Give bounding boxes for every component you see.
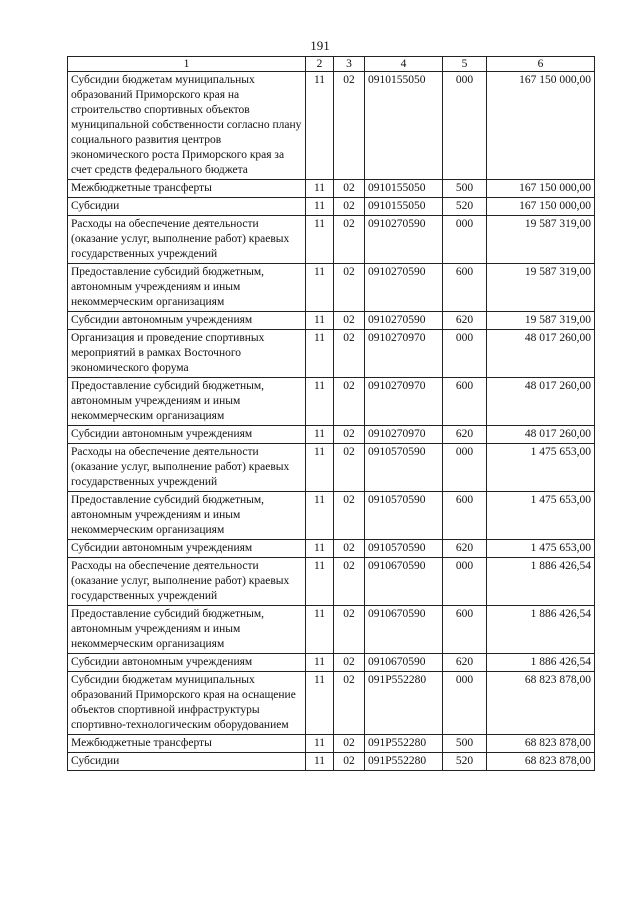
amount-cell: 1 475 653,00 <box>487 492 595 540</box>
subsection-cell: 02 <box>334 264 365 312</box>
amount-cell: 167 150 000,00 <box>487 180 595 198</box>
page-number: 191 <box>310 38 330 53</box>
amount-cell: 1 886 426,54 <box>487 558 595 606</box>
expense-type-cell: 520 <box>443 753 487 771</box>
subsection-cell: 02 <box>334 198 365 216</box>
subsection-cell: 02 <box>334 216 365 264</box>
target-code-cell: 091P552280 <box>365 753 443 771</box>
row-name-cell: Субсидии автономным учреждениям <box>68 654 306 672</box>
row-name-cell: Предоставление субсидий бюджетным, автономным учреждениям и иным некоммерческим организациям <box>68 378 306 426</box>
table-row <box>68 180 595 198</box>
section-cell: 11 <box>306 216 334 264</box>
expense-type-cell: 500 <box>443 180 487 198</box>
subsection-cell: 02 <box>334 735 365 753</box>
section-cell: 11 <box>306 672 334 735</box>
header-row <box>68 57 595 72</box>
target-code-cell: 0910155050 <box>365 72 443 180</box>
subsection-cell: 02 <box>334 654 365 672</box>
section-cell: 11 <box>306 540 334 558</box>
amount-cell: 1 475 653,00 <box>487 444 595 492</box>
header-col-1: 1 <box>68 57 306 72</box>
header-col-4: 4 <box>365 57 443 72</box>
section-cell: 11 <box>306 312 334 330</box>
expense-type-cell: 000 <box>443 216 487 264</box>
amount-cell: 19 587 319,00 <box>487 216 595 264</box>
header-col-6: 6 <box>487 57 595 72</box>
target-code-cell: 0910570590 <box>365 540 443 558</box>
target-code-cell: 091P552280 <box>365 672 443 735</box>
table-row <box>68 753 595 771</box>
amount-cell: 1 475 653,00 <box>487 540 595 558</box>
table-row <box>68 198 595 216</box>
section-cell: 11 <box>306 606 334 654</box>
section-cell: 11 <box>306 378 334 426</box>
expense-type-cell: 000 <box>443 72 487 180</box>
expense-type-cell: 520 <box>443 198 487 216</box>
subsection-cell: 02 <box>334 378 365 426</box>
header-col-5: 5 <box>443 57 487 72</box>
section-cell: 11 <box>306 198 334 216</box>
amount-cell: 1 886 426,54 <box>487 654 595 672</box>
expense-type-cell: 000 <box>443 672 487 735</box>
section-cell: 11 <box>306 426 334 444</box>
amount-cell: 1 886 426,54 <box>487 606 595 654</box>
amount-cell: 19 587 319,00 <box>487 264 595 312</box>
target-code-cell: 0910155050 <box>365 198 443 216</box>
target-code-cell: 0910270970 <box>365 330 443 378</box>
table-row <box>68 654 595 672</box>
section-cell: 11 <box>306 444 334 492</box>
section-cell: 11 <box>306 72 334 180</box>
table-row <box>68 444 595 492</box>
section-cell: 11 <box>306 735 334 753</box>
row-name-cell: Межбюджетные трансферты <box>68 180 306 198</box>
table-row <box>68 330 595 378</box>
header-col-3: 3 <box>334 57 365 72</box>
row-name-cell: Предоставление субсидий бюджетным, автономным учреждениям и иным некоммерческим организациям <box>68 606 306 654</box>
table-row <box>68 378 595 426</box>
row-name-cell: Расходы на обеспечение деятельности (оказание услуг, выполнение работ) краевых государственных учреждений <box>68 558 306 606</box>
amount-cell: 68 823 878,00 <box>487 753 595 771</box>
subsection-cell: 02 <box>334 444 365 492</box>
section-cell: 11 <box>306 330 334 378</box>
amount-cell: 48 017 260,00 <box>487 378 595 426</box>
amount-cell: 48 017 260,00 <box>487 426 595 444</box>
table-row <box>68 216 595 264</box>
section-cell: 11 <box>306 264 334 312</box>
table-row <box>68 540 595 558</box>
target-code-cell: 091P552280 <box>365 735 443 753</box>
section-cell: 11 <box>306 753 334 771</box>
row-name-cell: Субсидии бюджетам муниципальных образований Приморского края на оснащение объектов спортивной инфраструктуры спортивно-технологическим оборудованием <box>68 672 306 735</box>
target-code-cell: 0910270590 <box>365 216 443 264</box>
target-code-cell: 0910270590 <box>365 312 443 330</box>
row-name-cell: Субсидии бюджетам муниципальных образований Приморского края на строительство спортивных объектов муниципальной собственности согласно плану социального развития центров экономического роста Приморского края за счет средств федерального бюджета <box>68 72 306 180</box>
row-name-cell: Субсидии автономным учреждениям <box>68 540 306 558</box>
target-code-cell: 0910270590 <box>365 264 443 312</box>
row-name-cell: Расходы на обеспечение деятельности (оказание услуг, выполнение работ) краевых государственных учреждений <box>68 444 306 492</box>
subsection-cell: 02 <box>334 72 365 180</box>
expense-type-cell: 600 <box>443 378 487 426</box>
section-cell: 11 <box>306 558 334 606</box>
row-name-cell: Расходы на обеспечение деятельности (оказание услуг, выполнение работ) краевых государственных учреждений <box>68 216 306 264</box>
subsection-cell: 02 <box>334 672 365 735</box>
target-code-cell: 0910270970 <box>365 426 443 444</box>
row-name-cell: Субсидии автономным учреждениям <box>68 426 306 444</box>
amount-cell: 68 823 878,00 <box>487 672 595 735</box>
row-name-cell: Субсидии <box>68 753 306 771</box>
expense-type-cell: 620 <box>443 312 487 330</box>
target-code-cell: 0910670590 <box>365 558 443 606</box>
row-name-cell: Предоставление субсидий бюджетным, автономным учреждениям и иным некоммерческим организациям <box>68 264 306 312</box>
row-name-cell: Предоставление субсидий бюджетным, автономным учреждениям и иным некоммерческим организациям <box>68 492 306 540</box>
target-code-cell: 0910670590 <box>365 654 443 672</box>
section-cell: 11 <box>306 654 334 672</box>
expense-type-cell: 620 <box>443 654 487 672</box>
subsection-cell: 02 <box>334 180 365 198</box>
section-cell: 11 <box>306 492 334 540</box>
table-row <box>68 735 595 753</box>
subsection-cell: 02 <box>334 426 365 444</box>
budget-table <box>67 56 595 771</box>
expense-type-cell: 000 <box>443 330 487 378</box>
amount-cell: 19 587 319,00 <box>487 312 595 330</box>
subsection-cell: 02 <box>334 330 365 378</box>
target-code-cell: 0910155050 <box>365 180 443 198</box>
expense-type-cell: 000 <box>443 444 487 492</box>
expense-type-cell: 620 <box>443 540 487 558</box>
row-name-cell: Субсидии автономным учреждениям <box>68 312 306 330</box>
table-row <box>68 426 595 444</box>
subsection-cell: 02 <box>334 312 365 330</box>
row-name-cell: Межбюджетные трансферты <box>68 735 306 753</box>
expense-type-cell: 500 <box>443 735 487 753</box>
table-row <box>68 606 595 654</box>
header-col-2: 2 <box>306 57 334 72</box>
target-code-cell: 0910570590 <box>365 444 443 492</box>
expense-type-cell: 600 <box>443 606 487 654</box>
subsection-cell: 02 <box>334 540 365 558</box>
row-name-cell: Организация и проведение спортивных мероприятий в рамках Восточного экономического форума <box>68 330 306 378</box>
expense-type-cell: 600 <box>443 492 487 540</box>
target-code-cell: 0910570590 <box>365 492 443 540</box>
table-row <box>68 492 595 540</box>
expense-type-cell: 000 <box>443 558 487 606</box>
target-code-cell: 0910270970 <box>365 378 443 426</box>
section-cell: 11 <box>306 180 334 198</box>
expense-type-cell: 600 <box>443 264 487 312</box>
expense-type-cell: 620 <box>443 426 487 444</box>
subsection-cell: 02 <box>334 492 365 540</box>
amount-cell: 68 823 878,00 <box>487 735 595 753</box>
table-row <box>68 72 595 180</box>
amount-cell: 48 017 260,00 <box>487 330 595 378</box>
subsection-cell: 02 <box>334 753 365 771</box>
subsection-cell: 02 <box>334 606 365 654</box>
amount-cell: 167 150 000,00 <box>487 198 595 216</box>
table-row <box>68 672 595 735</box>
table-row <box>68 558 595 606</box>
subsection-cell: 02 <box>334 558 365 606</box>
target-code-cell: 0910670590 <box>365 606 443 654</box>
row-name-cell: Субсидии <box>68 198 306 216</box>
amount-cell: 167 150 000,00 <box>487 72 595 180</box>
table-row <box>68 264 595 312</box>
table-row <box>68 312 595 330</box>
